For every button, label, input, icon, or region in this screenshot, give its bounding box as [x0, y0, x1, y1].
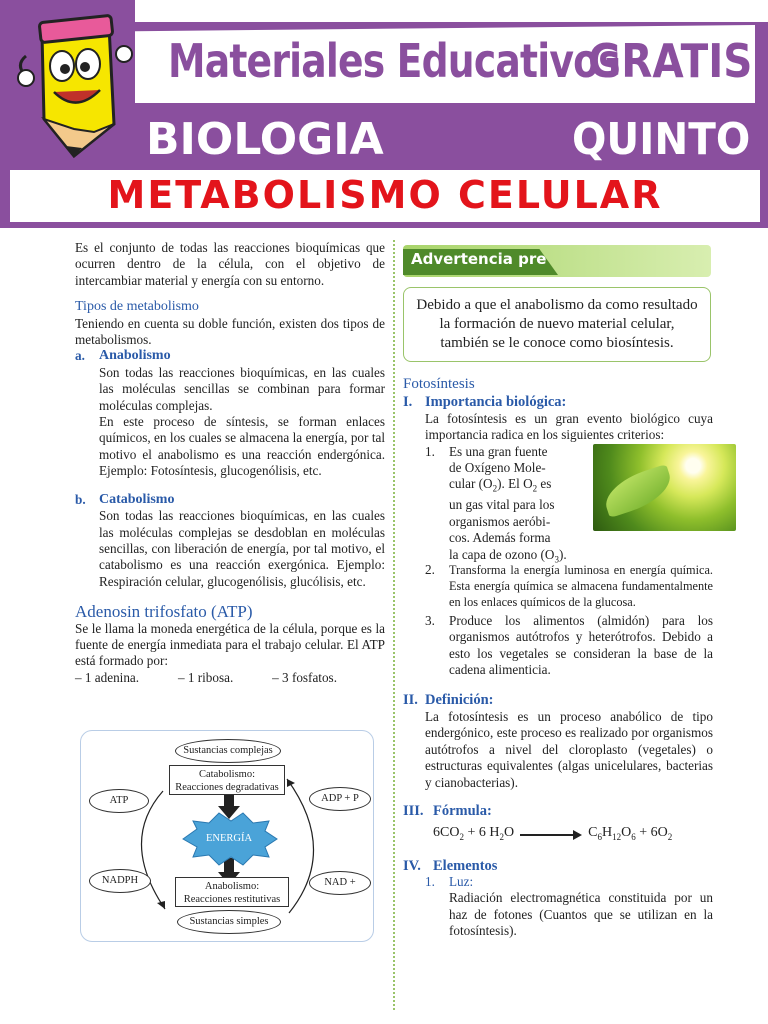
text-run: la capa de ozono (O — [449, 546, 555, 562]
criterion-1-line: organismos aeróbi- — [449, 513, 551, 529]
catabolism-box-subtitle: Reacciones degradativas — [175, 782, 279, 793]
header-banner — [0, 0, 768, 228]
criterion-number: 2. — [425, 561, 435, 577]
criterion-1-line: de Oxígeno Mole- — [449, 460, 546, 476]
section-number: I. — [403, 394, 413, 411]
subscript: 2 — [492, 484, 498, 495]
atp-heading: Adenosin trifosfato (ATP) — [75, 602, 253, 622]
criterion-1-line: un gas vital para los — [449, 497, 555, 513]
energy-label: ENERGÍA — [205, 833, 253, 844]
criterion-2-text: Transforma la energía luminosa en energía química. Esta energía química se almacena fundamentalmente en los enlaces químicos de la glucosa. — [449, 562, 713, 610]
site-title: Materiales Educativos — [168, 34, 620, 88]
criterion-1 — [425, 443, 713, 565]
criterion-number: 3. — [425, 612, 435, 628]
leaf-icon — [599, 464, 676, 518]
reaction-arrow-icon — [520, 830, 582, 840]
section-title: Elementos — [433, 857, 498, 874]
formula-products — [588, 825, 672, 845]
text-run: ). El O — [497, 476, 533, 492]
catabolism-paragraph: Son todas las reacciones bioquímicas, en las cuales las moléculas complejas se desdoblan en moléculas sencillas, con liberación de energía, por tal motivo, el catabolismo es una reacción exergónica. Ejemplo: Respiración celular, glucogenólisis, glucólisis, etc. — [99, 508, 385, 589]
criterion-1-line: cos. Además forma — [449, 530, 551, 546]
definition-paragraph: La fotosíntesis es un proceso anabólico de tipo endergónico, este proceso es realizado por organismos autótrofos a nivel del cloroplasto (vegetales) o estructuras equivalentes (algas unicelulares, bacterias y cianobacterias). — [425, 708, 713, 790]
formula-reactants — [433, 825, 514, 845]
anabolism-heading — [75, 348, 385, 364]
section-number: II. — [403, 692, 418, 709]
text-run: cular (O — [449, 476, 493, 492]
text-run: O — [621, 825, 632, 841]
anabolism-box-subtitle: Reacciones restitutivas — [183, 894, 281, 905]
section-formula — [403, 803, 713, 819]
text-run: C — [588, 825, 598, 841]
element-light-heading — [403, 874, 713, 890]
banner-white-strip — [135, 0, 768, 22]
criterion-1-text — [449, 443, 569, 565]
atp-component: – 1 ribosa. — [177, 669, 234, 685]
adp-oval: ADP + P — [309, 787, 371, 811]
subscript: 2 — [499, 832, 504, 843]
catabolism-heading — [75, 492, 385, 508]
nadph-oval: NADPH — [89, 869, 151, 893]
warning-header — [403, 245, 711, 277]
right-column — [403, 245, 713, 940]
catabolism-box — [169, 765, 285, 795]
atp-components — [75, 670, 337, 686]
subscript: 6 — [597, 832, 602, 843]
criterion-3-text: Produce los alimentos (almidón) para los organismos autótrofos y heterótrofos. Debido a esto los vegetales se consideran la base de la cadena alimenticia. — [449, 612, 713, 678]
pencil-mascot-icon — [14, 14, 134, 159]
anabolism-title: Anabolismo — [99, 348, 171, 364]
grade-label: QUINTO — [572, 114, 751, 165]
subject-label: BIOLOGIA — [146, 114, 384, 165]
section-title: Importancia biológica: — [425, 394, 567, 411]
subscript: 2 — [667, 832, 673, 843]
element-number: 1. — [425, 873, 435, 889]
text-run: es — [537, 476, 552, 492]
text-run: 6CO — [433, 825, 460, 841]
section-title: Definición: — [425, 692, 494, 709]
subscript: 3 — [554, 554, 559, 565]
importance-paragraph: La fotosíntesis es un gran evento biológico cuya importancia radica en los siguientes criterios: — [425, 410, 713, 443]
atp-paragraph: Se le llama la moneda energética de la célula, porque es la fuente de energía inmediata para el trabajo celular. El ATP está formado por: — [75, 620, 385, 669]
anabolism-label: a. — [75, 348, 85, 364]
intro-paragraph: Es el conjunto de todas las reacciones bioquímicas que ocurren dentro de la célula, con el objetivo de intercambiar material y energía con su entorno. — [75, 240, 385, 288]
section-definition — [403, 692, 713, 708]
page-title: METABOLISMO CELULAR — [107, 173, 663, 217]
subscript: 2 — [532, 484, 538, 495]
types-heading: Tipos de metabolismo — [75, 299, 199, 315]
warning-title: Advertencia pre — [411, 250, 547, 268]
catabolism-box-title: Catabolismo: — [199, 769, 255, 780]
anabolism-box — [175, 877, 289, 907]
simple-substances-oval: Sustancias simples — [177, 910, 281, 934]
subscript: 6 — [631, 832, 636, 843]
atp-oval: ATP — [89, 789, 149, 813]
photosynthesis-heading: Fotosíntesis — [403, 376, 475, 392]
text-run: H — [601, 825, 613, 841]
section-title: Fórmula: — [433, 802, 492, 819]
criterion-1-line: Es una gran fuente — [449, 443, 548, 459]
left-column — [75, 240, 385, 686]
text-run: + 6 H — [463, 825, 500, 841]
atp-component: – 3 fosfatos. — [272, 669, 337, 685]
warning-box: Debido a que el anabolismo da como resultado la formación de nuevo material celular, también se le conoce como biosíntesis. — [403, 287, 711, 362]
photosynthesis-formula — [403, 825, 713, 845]
atp-component: – 1 adenina. — [75, 669, 140, 685]
catabolism-title: Catabolismo — [99, 491, 175, 507]
criteria-list — [403, 444, 713, 679]
element-title: Luz: — [449, 873, 474, 889]
complex-substances-oval: Sustancias complejas — [175, 739, 281, 763]
text-run: + 6O — [635, 825, 668, 841]
leaf-sunlight-photo — [593, 444, 736, 531]
section-elements — [403, 858, 713, 874]
anabolism-paragraph-1: Son todas las reacciones bioquímicas, en las cuales las moléculas sencillas se combinan para formar moléculas complejas. — [99, 364, 385, 413]
section-number: IV. — [403, 857, 421, 874]
subscript: 12 — [612, 832, 622, 843]
catabolism-label: b. — [75, 491, 86, 507]
criterion-number: 1. — [425, 443, 435, 459]
text-run: ). — [558, 546, 567, 562]
criterion-2 — [425, 562, 713, 611]
criterion-1-line — [449, 547, 569, 568]
anabolism-paragraph-2: En este proceso de síntesis, se forman enlaces químicos, en los cuales se almacena la energía, por tal motivo el anabolismo es una reacción endergónica. Ejemplo: Fotosíntesis, glucogenólisis, etc. — [99, 414, 385, 479]
types-paragraph: Teniendo en cuenta su doble función, existen dos tipos de metabolismos. — [75, 315, 385, 348]
criterion-3 — [425, 613, 713, 679]
anabolism-box-title: Anabolismo: — [204, 881, 260, 892]
column-divider — [393, 240, 395, 1010]
criterion-1-line — [449, 476, 569, 497]
site-free-label: GRATIS — [588, 34, 753, 88]
section-number: III. — [403, 802, 424, 819]
nad-oval: NAD + — [309, 871, 371, 895]
element-light-text: Radiación electromagnética constituida por un haz de fotones (Cuantos que se utilizan en la fotosíntesis). — [449, 890, 713, 939]
metabolism-diagram — [80, 730, 374, 942]
text-run: O — [503, 825, 515, 841]
subscript: 2 — [459, 832, 464, 843]
topic-band — [10, 170, 760, 222]
section-importance — [403, 394, 713, 410]
